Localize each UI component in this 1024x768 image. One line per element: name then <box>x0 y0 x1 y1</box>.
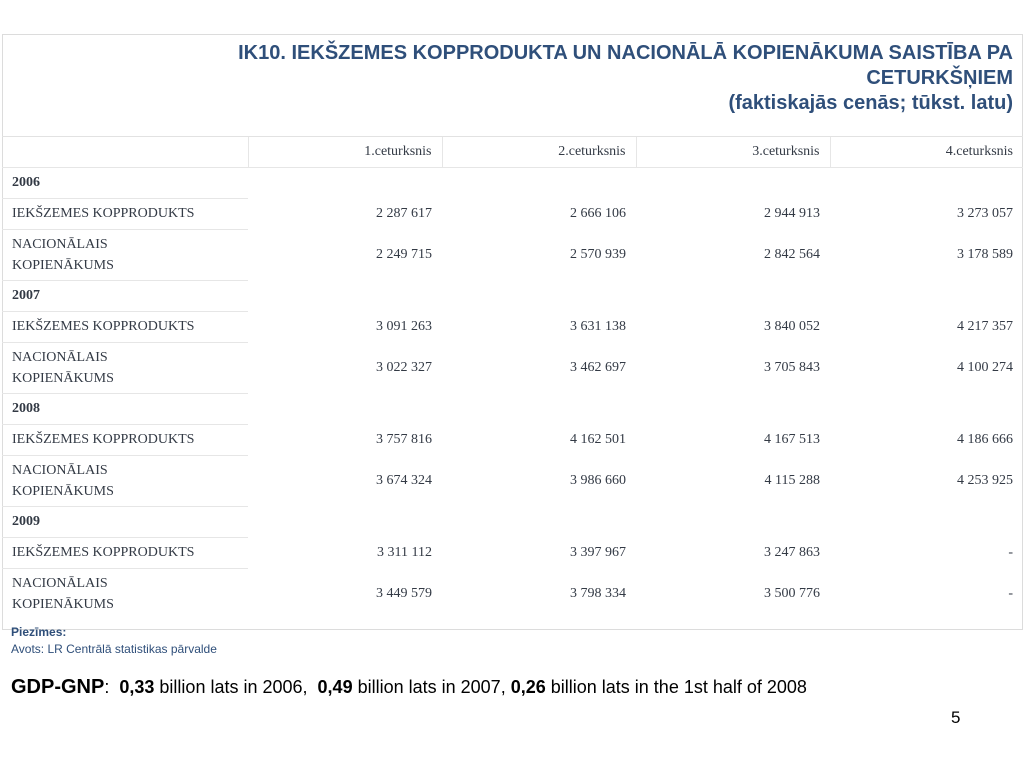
empty-cell <box>830 280 1023 311</box>
row-label-gni-line-1: NACIONĀLAIS <box>12 349 108 365</box>
gdp-q4-value: 4 217 357 <box>957 318 1013 334</box>
empty-cell <box>636 393 830 424</box>
gni-q3-value: 3 500 776 <box>764 586 820 601</box>
table-title <box>2 34 1023 137</box>
empty-cell <box>636 506 830 537</box>
header-cell-q3: 3.ceturksnis <box>636 137 830 167</box>
header-cell-q4: 4.ceturksnis <box>830 137 1023 167</box>
gdp-q1-value: 3 091 263 <box>376 318 432 334</box>
row-label-gni <box>2 229 248 280</box>
year-row <box>2 167 1023 198</box>
table-row-gni <box>2 229 1023 280</box>
gni-q2-value: 3 462 697 <box>570 360 626 375</box>
row-label-gdp: IEKŠZEMES KOPPRODUKTS <box>2 311 248 342</box>
summary-text-2006: billion lats in 2006, <box>154 677 313 697</box>
table-row-gni <box>2 342 1023 393</box>
gdp-q2-value: 4 162 501 <box>570 431 626 447</box>
gdp-q3-value: 4 167 513 <box>764 431 820 447</box>
gdp-q3-value: 3 840 052 <box>764 318 820 334</box>
row-label-gni-line-2: KOPIENĀKUMS <box>12 596 114 612</box>
year-label: 2009 <box>2 506 248 537</box>
summary-value-2008: 0,26 <box>510 677 546 697</box>
year-row <box>2 393 1023 424</box>
gdp-q4-value: 4 186 666 <box>957 431 1013 447</box>
empty-cell <box>442 393 636 424</box>
year-label: 2008 <box>2 393 248 424</box>
gdp-q4-value: - <box>1008 544 1013 560</box>
gni-q1-value: 3 022 327 <box>376 360 432 375</box>
row-label-gni-line-1: NACIONĀLAIS <box>12 575 108 591</box>
row-label-gni <box>2 568 248 619</box>
summary-value-2007: 0,49 <box>317 677 353 697</box>
gni-q3-value: 2 842 564 <box>764 247 820 262</box>
gni-q1-value: 3 449 579 <box>376 586 432 601</box>
row-label-gdp: IEKŠZEMES KOPPRODUKTS <box>2 537 248 568</box>
gdp-q1-value: 3 311 112 <box>377 544 432 560</box>
table-row-gdp <box>2 311 1023 342</box>
header-cell-q1: 1.ceturksnis <box>248 137 442 167</box>
empty-cell <box>830 506 1023 537</box>
gdp-q3-value: 2 944 913 <box>764 205 820 221</box>
gdp-q2-value: 2 666 106 <box>570 205 626 221</box>
empty-cell <box>248 280 442 311</box>
row-label-gni <box>2 455 248 506</box>
summary-lead: GDP-GNP <box>11 676 105 698</box>
gdp-q2-value: 3 397 967 <box>570 544 626 560</box>
summary-value-2006: 0,33 <box>119 677 155 697</box>
gni-q4-value: - <box>1008 586 1013 601</box>
gni-q2-value: 3 986 660 <box>570 473 626 488</box>
notes-source: Avots: LR Centrālā statistikas pārvalde <box>11 642 217 656</box>
gni-q3-value: 3 705 843 <box>764 360 820 375</box>
empty-cell <box>248 506 442 537</box>
gni-q1-value: 2 249 715 <box>376 247 432 262</box>
title-line-1: IK10. IEKŠZEMES KOPPRODUKTA UN NACIONĀLĀ KOPIENĀKUMA SAISTĪBA PA <box>238 42 1013 64</box>
notes <box>11 624 217 658</box>
page-number: 5 <box>951 708 961 727</box>
summary-text-2007: billion lats in 2007, <box>352 677 511 697</box>
empty-cell <box>442 506 636 537</box>
header-cell-q2: 2.ceturksnis <box>442 137 636 167</box>
empty-cell <box>442 167 636 198</box>
row-label-gni-line-2: KOPIENĀKUMS <box>12 370 114 386</box>
header-cell-label <box>2 137 248 167</box>
table-row-gdp <box>2 537 1023 568</box>
gni-q4-value: 4 100 274 <box>957 360 1013 375</box>
summary-colon: : <box>104 677 110 697</box>
gni-q1-value: 3 674 324 <box>376 473 432 488</box>
title-line-2: CETURKŠŅIEM <box>866 67 1013 89</box>
empty-cell <box>830 167 1023 198</box>
row-label-gni-line-1: NACIONĀLAIS <box>12 236 108 252</box>
gdp-q1-value: 2 287 617 <box>376 205 432 221</box>
data-table <box>2 137 1023 619</box>
empty-cell <box>442 280 636 311</box>
empty-cell <box>636 280 830 311</box>
header-row <box>2 137 1023 167</box>
notes-title: Piezīmes: <box>11 625 67 639</box>
empty-cell <box>248 393 442 424</box>
row-label-gdp: IEKŠZEMES KOPPRODUKTS <box>2 198 248 229</box>
table-row-gni <box>2 455 1023 506</box>
summary-line <box>11 676 807 699</box>
table-row-gdp <box>2 198 1023 229</box>
gni-q3-value: 4 115 288 <box>764 473 820 488</box>
empty-cell <box>248 167 442 198</box>
gdp-q4-value: 3 273 057 <box>957 205 1013 221</box>
gni-q2-value: 2 570 939 <box>570 247 626 262</box>
empty-cell <box>636 167 830 198</box>
row-label-gni-line-2: KOPIENĀKUMS <box>12 257 114 273</box>
title-line-3: (faktiskajās cenās; tūkst. latu) <box>728 92 1013 114</box>
year-label: 2006 <box>2 167 248 198</box>
row-label-gni <box>2 342 248 393</box>
gdp-q2-value: 3 631 138 <box>570 318 626 334</box>
table-row-gdp <box>2 424 1023 455</box>
gdp-q1-value: 3 757 816 <box>376 431 432 447</box>
empty-cell <box>830 393 1023 424</box>
row-label-gni-line-1: NACIONĀLAIS <box>12 462 108 478</box>
summary-text-2008: billion lats in the 1st half of 2008 <box>545 677 807 697</box>
gni-q4-value: 3 178 589 <box>957 247 1013 262</box>
year-label: 2007 <box>2 280 248 311</box>
gdp-q3-value: 3 247 863 <box>764 544 820 560</box>
table-row-gni <box>2 568 1023 619</box>
row-label-gdp: IEKŠZEMES KOPPRODUKTS <box>2 424 248 455</box>
year-row <box>2 280 1023 311</box>
gni-q4-value: 4 253 925 <box>957 473 1013 488</box>
row-label-gni-line-2: KOPIENĀKUMS <box>12 483 114 499</box>
year-row <box>2 506 1023 537</box>
gni-q2-value: 3 798 334 <box>570 586 626 601</box>
